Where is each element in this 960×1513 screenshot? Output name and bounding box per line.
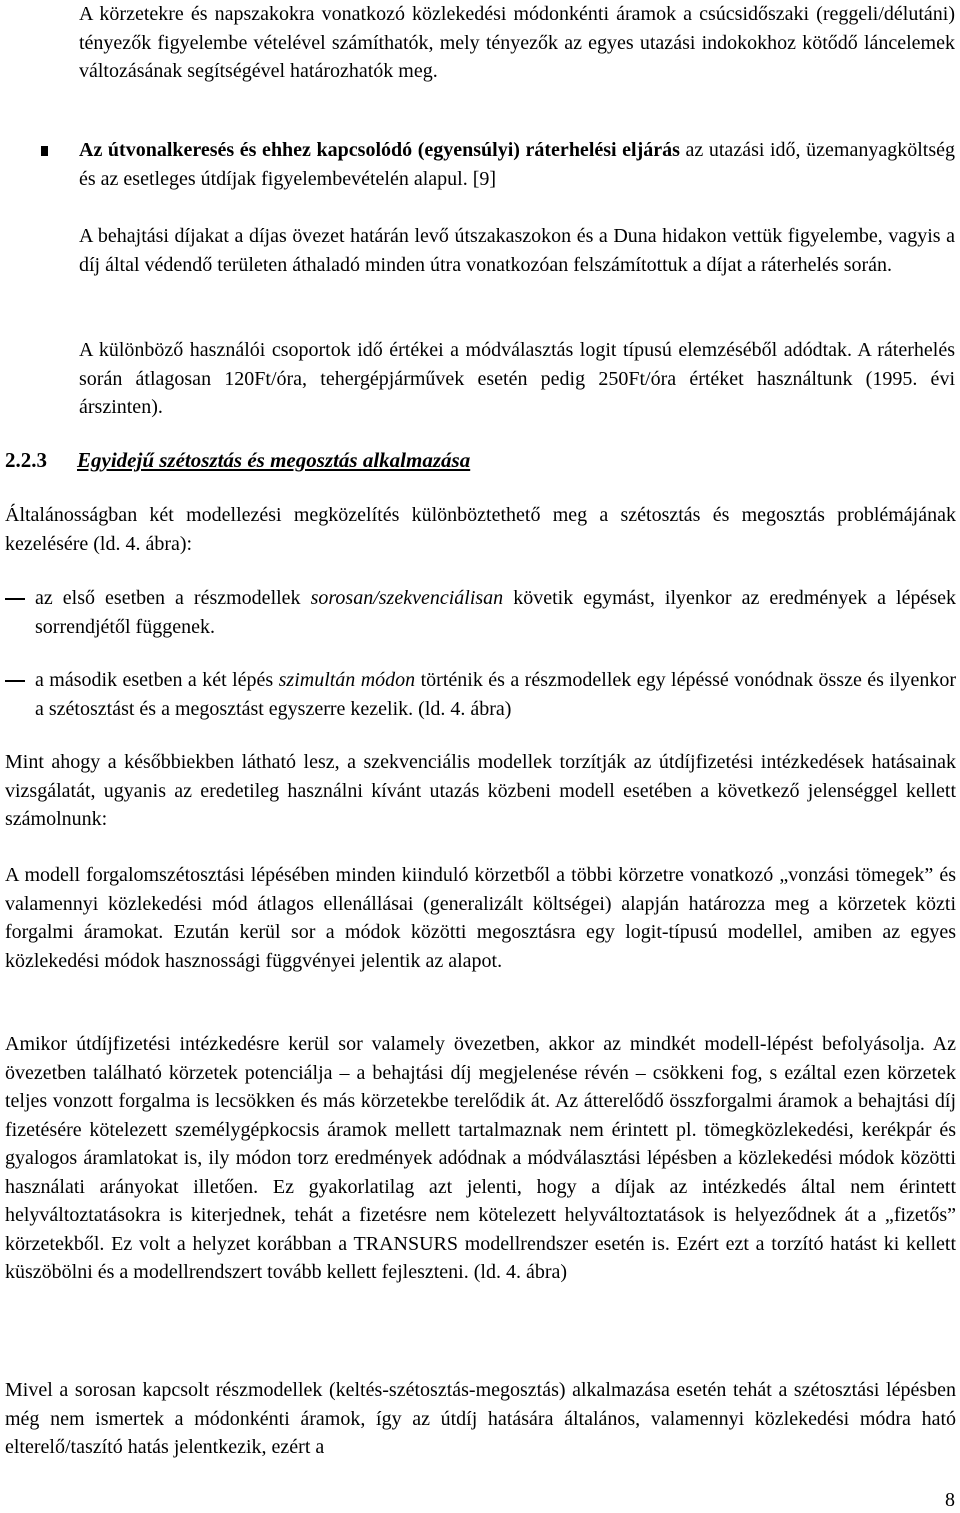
bullet-text: [79, 136, 955, 193]
dash-text-italic: sorosan/szekvenciálisan: [310, 587, 504, 609]
paragraph-serial-submodels: Mivel a sorosan kapcsolt részmodellek (keltés-szétosztás-megosztás) alkalmazása esetén tehát a szétosztási lépésben még nem ismertek a módonkénti áramok, így az útdíj hatására általános, valamennyi közlekedési módra ható elterelő/taszító hatás jelentkezik, ezért a: [5, 1379, 956, 1458]
dash-item-simultaneous: [35, 666, 956, 723]
paragraph-approaches: Általánosságban két modellezési megközelítés különböztethető meg a szétosztás és megosztás problémájának kezelésére (ld. 4. ábra):: [5, 504, 956, 555]
dash-text-pre: a második esetben a két lépés: [35, 669, 279, 691]
dash-text: [35, 666, 956, 723]
paragraph-distribution-step: A modell forgalomszétosztási lépésében minden kiinduló körzetből a többi körzetre vonatkozó „vonzási tömegek” és valamennyi közlekedési mód átlagos ellenállásai (generalizált költségei) alapján határozza meg a körzetek közti forgalmi áramokat. Ezután kerül sor a módok közötti megosztásra egy logit-típusú modellel, amiben az egyes közlekedési módok hasznossági függvényei jelentik az alapot.: [5, 864, 956, 972]
paragraph-entry-fees: A behajtási díjakat a díjas övezet határán levő útszakaszokon és a Duna hidakon vettük figyelembe, vagyis a díj által védendő területen áthaladó minden útra vonatkozóan felszámítottuk a díjat a ráterhelés során.: [79, 225, 955, 276]
dash-text-pre: az első esetben a részmodellek: [35, 587, 311, 609]
dash-item-sequential: [35, 584, 956, 641]
dash-bullet-icon: [5, 598, 25, 600]
dash-text-italic: szimultán módon: [278, 669, 416, 691]
paragraph-value-of-time: A különböző használói csoportok idő értékei a módválasztás logit típusú elemzéséből adódtak. A ráterhelés során átlagosan 120Ft/óra, tehergépjárművek esetén pedig 250Ft/óra értéket használtunk (1995. évi árszinten).: [79, 339, 955, 418]
section-number: 2.2.3: [5, 448, 47, 472]
dash-text-post: történik és a részmodellek egy lépéssé vonódnak össze és ilyenkor a szétosztást és a megosztást egyszerre kezelik. (ld. 4. ábra): [35, 669, 957, 720]
paragraph-peak-factors: A körzetekre és napszakokra vonatkozó közlekedési módonkénti áramok a csúcsidőszaki (reggeli/délutáni) tényezők figyelembe vételével számíthatók, mely tényezők az egyes utazási indokokhoz kötődő láncelemek változásának segítségével határozhatók meg.: [79, 3, 955, 82]
bullet-rest-text: az utazási idő, üzemanyagköltség és az esetleges útdíjak figyelembevételén alapul. [9]: [79, 139, 955, 190]
dash-text-post: követik egymást, ilyenkor az eredmények a lépések sorrendjétől függenek.: [35, 587, 956, 638]
bullet-bold-text: Az útvonalkeresés és ehhez kapcsolódó (egyensúlyi) ráterhelési eljárás: [79, 139, 680, 161]
paragraph-toll-effects: Amikor útdíjfizetési intézkedésre kerül sor valamely övezetben, akkor az mindkét modell-lépést befolyásolja. Az övezetben található körzetek potenciálja – a behajtási díj megjelenése révén – csökkeni fog, s ezáltal ezen körzetek teljes vonzott forgalma is lecsökken és más körzetekbe terelődik át. Az átterelődő összforgalmi áramok a behajtási díj fizetésére kötelezett személygépkocsis áramok mellett tartalmaznak nem érintett pl. tömegközlekedési, kerékpár és gyalogos áramlatokat is, ily módon torz eredmények adódnak a módválasztási lépésben a közlekedési módok közötti használati arányokat illetően. Ez gyakorlatilag azt jelenti, hogy a díjak az intézkedés által nem érintett helyváltoztatásokra is kiterjednek, tehát a fizetésre nem kötelezett helyváltoztatások is helyeződnek át a „fizetős” körzetekből. Ez volt a helyzet korábban a TRANSURS modellrendszer esetén is. Ezért ezt a torzító hatást ki kellett küszöbölni és a modellrendszert tovább kellett fejleszteni. (ld. 4. ábra): [5, 1033, 956, 1283]
section-title: Egyidejű szétosztás és megosztás alkalmazása: [77, 448, 471, 472]
paragraph-sequential-distortion: Mint ahogy a későbbiekben látható lesz, a szekvenciális modellek torzítják az útdíjfizetési intézkedések hatásainak vizsgálatát, ugyanis az eredetileg használni kívánt utazás közbeni modell esetében a következő jelenséggel kellett számolnunk:: [5, 751, 956, 830]
square-bullet-icon: [41, 146, 48, 156]
page-number: 8: [945, 1489, 955, 1511]
bullet-item-assignment: [79, 136, 955, 193]
dash-bullet-icon: [5, 680, 25, 682]
section-heading: [5, 445, 470, 475]
dash-text: [35, 584, 956, 641]
